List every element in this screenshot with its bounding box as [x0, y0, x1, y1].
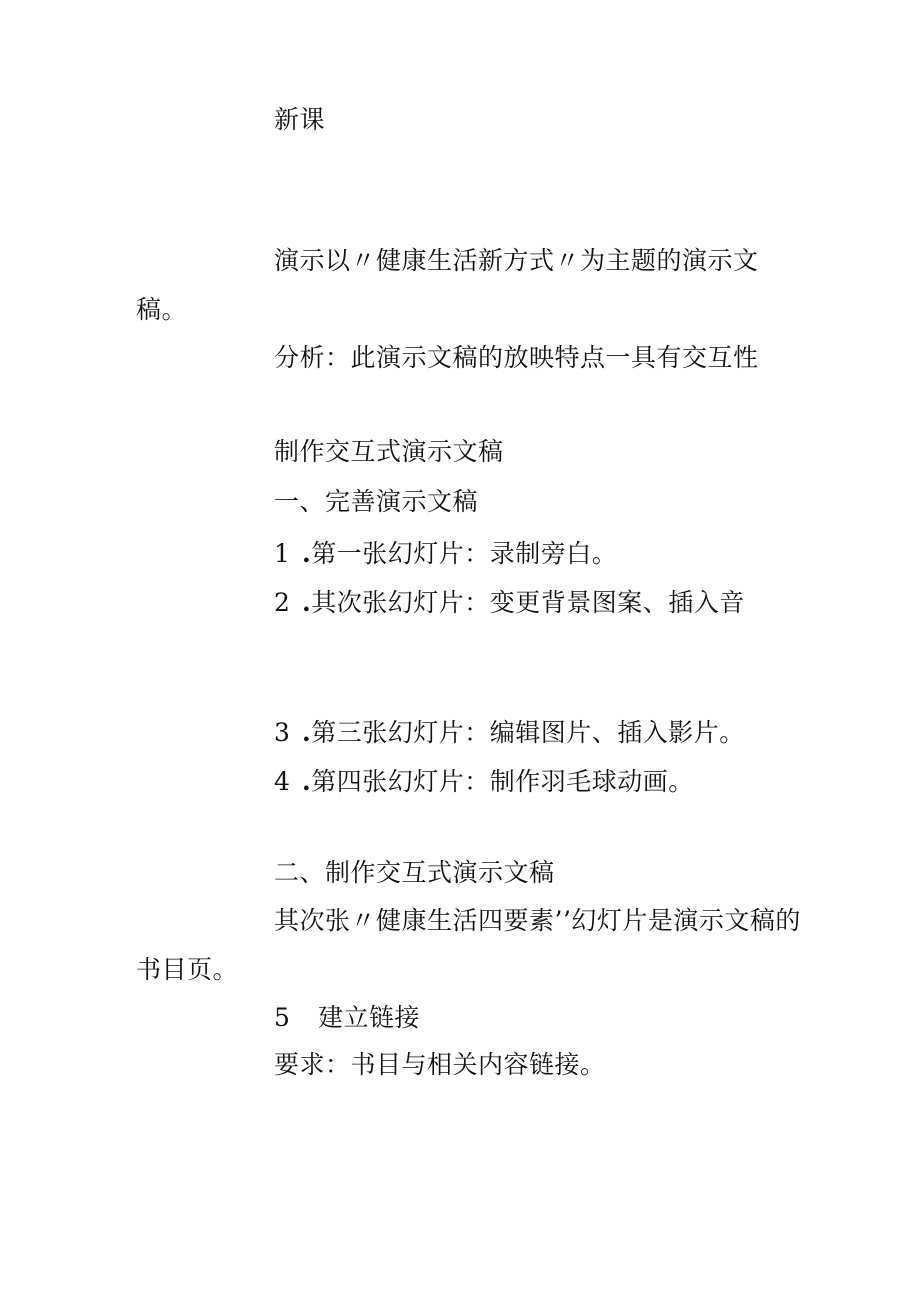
intro-line-1: 演示以〃健康生活新方式〃为主题的演示文: [274, 246, 759, 275]
list-item-number: 3: [274, 718, 291, 747]
requirement-text: 要求：书目与相关内容链接。: [274, 1050, 606, 1079]
part2-para-line-2: 书目页。: [136, 955, 239, 984]
list-item-text: 第一张幻灯片：录制旁白。: [311, 539, 618, 568]
intro-line-2: 稿。: [136, 295, 188, 324]
list-item-text: 其次张幻灯片：变更背景图案、插入音: [311, 588, 745, 617]
part2-para-line-1: 其次张〃健康生活四要素’’幻灯片是演示文稿的: [274, 906, 801, 935]
list-item: [274, 767, 694, 797]
list-item-text: 第四张幻灯片：制作羽毛球动画。: [311, 767, 694, 796]
list-item-number: 2: [274, 588, 291, 617]
list-item: [274, 588, 745, 618]
part1-title: 一、完善演示文稿: [274, 487, 479, 516]
heading: 新课: [274, 105, 326, 134]
list-item: [274, 718, 745, 748]
analysis-text: 分析：此演示文稿的放映特点一具有交互性: [274, 343, 759, 372]
list-item-dot: .: [302, 718, 312, 747]
step-text: 建立链接: [318, 1003, 421, 1032]
list-item: [274, 539, 617, 569]
list-item-dot: .: [302, 539, 312, 568]
part2-title: 二、制作交互式演示文稿: [274, 858, 555, 887]
list-item-dot: .: [302, 767, 312, 796]
section-title: 制作交互式演示文稿: [274, 437, 504, 466]
list-item-dot: .: [302, 588, 312, 617]
step-item: [274, 1003, 420, 1033]
list-item-number: 4: [274, 767, 291, 796]
list-item-number: 1: [274, 539, 291, 568]
step-number: 5: [274, 1003, 291, 1032]
list-item-text: 第三张幻灯片：编辑图片、插入影片。: [311, 718, 745, 747]
